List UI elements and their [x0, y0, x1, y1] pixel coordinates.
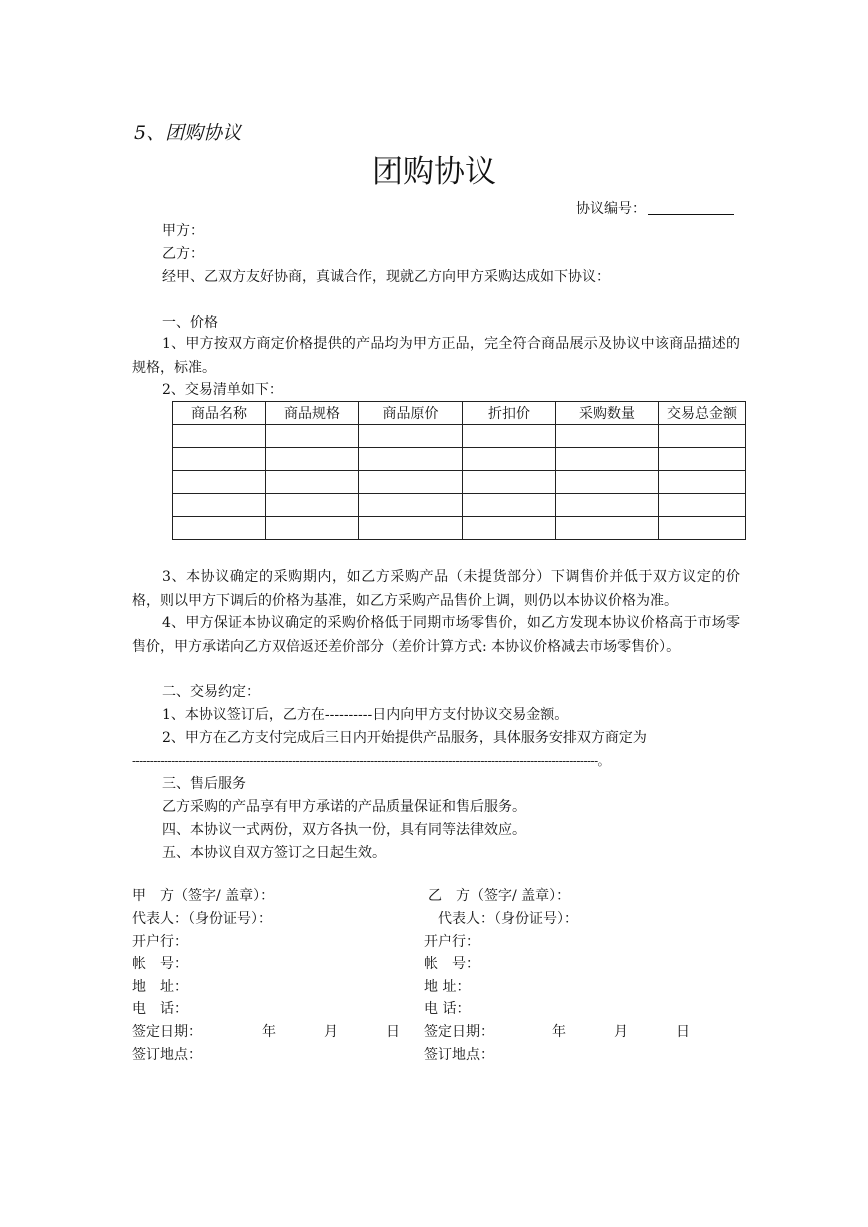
sign-right-phone: 电 话： — [424, 1001, 471, 1017]
sign-left-party: 甲 方（签字/ 盖章）： — [132, 888, 275, 904]
table-cell[interactable] — [266, 471, 359, 494]
section-1-item-3: 3、本协议确定的采购期内，如乙方采购产品（未提货部分）下调售价并低于双方议定的价格，则以甲方下调后的价格为基准，如乙方采购产品售价上调，则仍以本协议价格为准。 — [132, 569, 740, 609]
table-cell[interactable] — [266, 425, 359, 448]
table-cell[interactable] — [556, 448, 659, 471]
table-cell[interactable] — [173, 517, 266, 540]
section-4: 四、本协议一式两份，双方各执一份，具有同等法律效应。 — [162, 822, 526, 838]
table-cell[interactable] — [173, 425, 266, 448]
table-cell[interactable] — [173, 471, 266, 494]
table-cell[interactable] — [659, 471, 746, 494]
section-2-item-2: 2、甲方在乙方支付完成后三日内开始提供产品服务，具体服务安排双方商定为 — [162, 730, 647, 746]
table-cell[interactable] — [359, 494, 463, 517]
table-cell[interactable] — [556, 425, 659, 448]
sign-right-date-label: 签定日期： — [424, 1024, 494, 1040]
party-b-line: 乙方： — [162, 246, 204, 262]
sign-right-address: 地 址： — [424, 979, 471, 995]
table-cell[interactable] — [359, 448, 463, 471]
header-original-price: 商品原价 — [359, 402, 463, 425]
section-1-item-4: 4、甲方保证本协议确定的采购价格低于同期市场零售价，如乙方发现本协议价格高于市场零售价，甲方承诺向乙方双倍返还差价部分（差价计算方式: 本协议价格减去市场零售价）。 — [132, 615, 740, 655]
section-1-item-2: 2、交易清单如下： — [162, 382, 283, 398]
section-1-title: 一、价格 — [162, 315, 218, 331]
agreement-number-blank — [648, 200, 734, 215]
table-cell[interactable] — [359, 471, 463, 494]
agreement-number-label: 协议编号： — [576, 201, 646, 217]
sign-right-party: 乙 方（签字/ 盖章）： — [428, 888, 571, 904]
sign-left-phone: 电 话： — [132, 1001, 188, 1017]
sign-right-account: 帐 号： — [424, 956, 480, 972]
table-cell[interactable] — [463, 494, 556, 517]
sign-left-rep: 代表人：（身份证号）： — [132, 911, 272, 927]
table-cell[interactable] — [659, 494, 746, 517]
table-cell[interactable] — [266, 448, 359, 471]
sign-left-day: 日 — [386, 1024, 400, 1040]
table-cell[interactable] — [463, 517, 556, 540]
table-row — [173, 425, 746, 448]
table-cell[interactable] — [173, 448, 266, 471]
header-quantity: 采购数量 — [556, 402, 659, 425]
table-cell[interactable] — [556, 471, 659, 494]
table-row — [173, 471, 746, 494]
agreement-number — [576, 200, 734, 218]
sign-right-month: 月 — [614, 1024, 628, 1040]
table-cell[interactable] — [266, 517, 359, 540]
sign-right-place: 签订地点： — [424, 1047, 494, 1063]
sign-left-date-label: 签定日期： — [132, 1024, 202, 1040]
table-cell[interactable] — [359, 425, 463, 448]
table-cell[interactable] — [359, 517, 463, 540]
table-header-row — [173, 402, 746, 425]
sign-left-place: 签订地点： — [132, 1047, 202, 1063]
table-cell[interactable] — [463, 471, 556, 494]
section-2-item-1: 1、本协议签订后，乙方在----------日内向甲方支付协议交易金额。 — [162, 707, 569, 723]
sign-left-month: 月 — [324, 1024, 338, 1040]
sign-left-bank: 开户行： — [132, 934, 188, 950]
section-2-title: 二、交易约定： — [162, 684, 260, 700]
section-3-title: 三、售后服务 — [162, 776, 246, 792]
intro-paragraph: 经甲、乙双方友好协商，真诚合作，现就乙方向甲方采购达成如下协议： — [162, 269, 610, 285]
table-row — [173, 448, 746, 471]
header-product-spec: 商品规格 — [266, 402, 359, 425]
table-cell[interactable] — [659, 448, 746, 471]
party-a-line: 甲方： — [162, 223, 204, 239]
table-row — [173, 517, 746, 540]
table-cell[interactable] — [659, 517, 746, 540]
sign-left-account: 帐 号： — [132, 956, 188, 972]
section-3-text: 乙方采购的产品享有甲方承诺的产品质量保证和售后服务。 — [162, 799, 526, 815]
section-5: 五、本协议自双方签订之日起生效。 — [162, 845, 386, 861]
header-discount-price: 折扣价 — [463, 402, 556, 425]
table-cell[interactable] — [556, 494, 659, 517]
header-product-name: 商品名称 — [173, 402, 266, 425]
section-1-item-1: 1、甲方按双方商定价格提供的产品均为甲方正品，完全符合商品展示及协议中该商品描述的规格，标准。 — [132, 336, 740, 376]
document-title: 团购协议 — [372, 154, 496, 190]
trade-list-table — [172, 401, 746, 540]
header-total-amount: 交易总金额 — [659, 402, 746, 425]
sign-right-year: 年 — [552, 1024, 566, 1040]
table-row — [173, 494, 746, 517]
table-cell[interactable] — [659, 425, 746, 448]
sign-right-rep: 代表人：（身份证号）： — [438, 911, 578, 927]
sign-left-year: 年 — [262, 1024, 276, 1040]
table-cell[interactable] — [266, 494, 359, 517]
section-heading: 5、团购协议 — [134, 122, 242, 144]
sign-left-address: 地 址： — [132, 979, 188, 995]
section-2-dash-line: -----------------------------------------------------------------------------------------------------------------------------------。 — [132, 754, 610, 768]
table-cell[interactable] — [463, 448, 556, 471]
table-cell[interactable] — [173, 494, 266, 517]
sign-right-day: 日 — [676, 1024, 690, 1040]
table-cell[interactable] — [556, 517, 659, 540]
sign-right-bank: 开户行： — [424, 934, 480, 950]
table-cell[interactable] — [463, 425, 556, 448]
